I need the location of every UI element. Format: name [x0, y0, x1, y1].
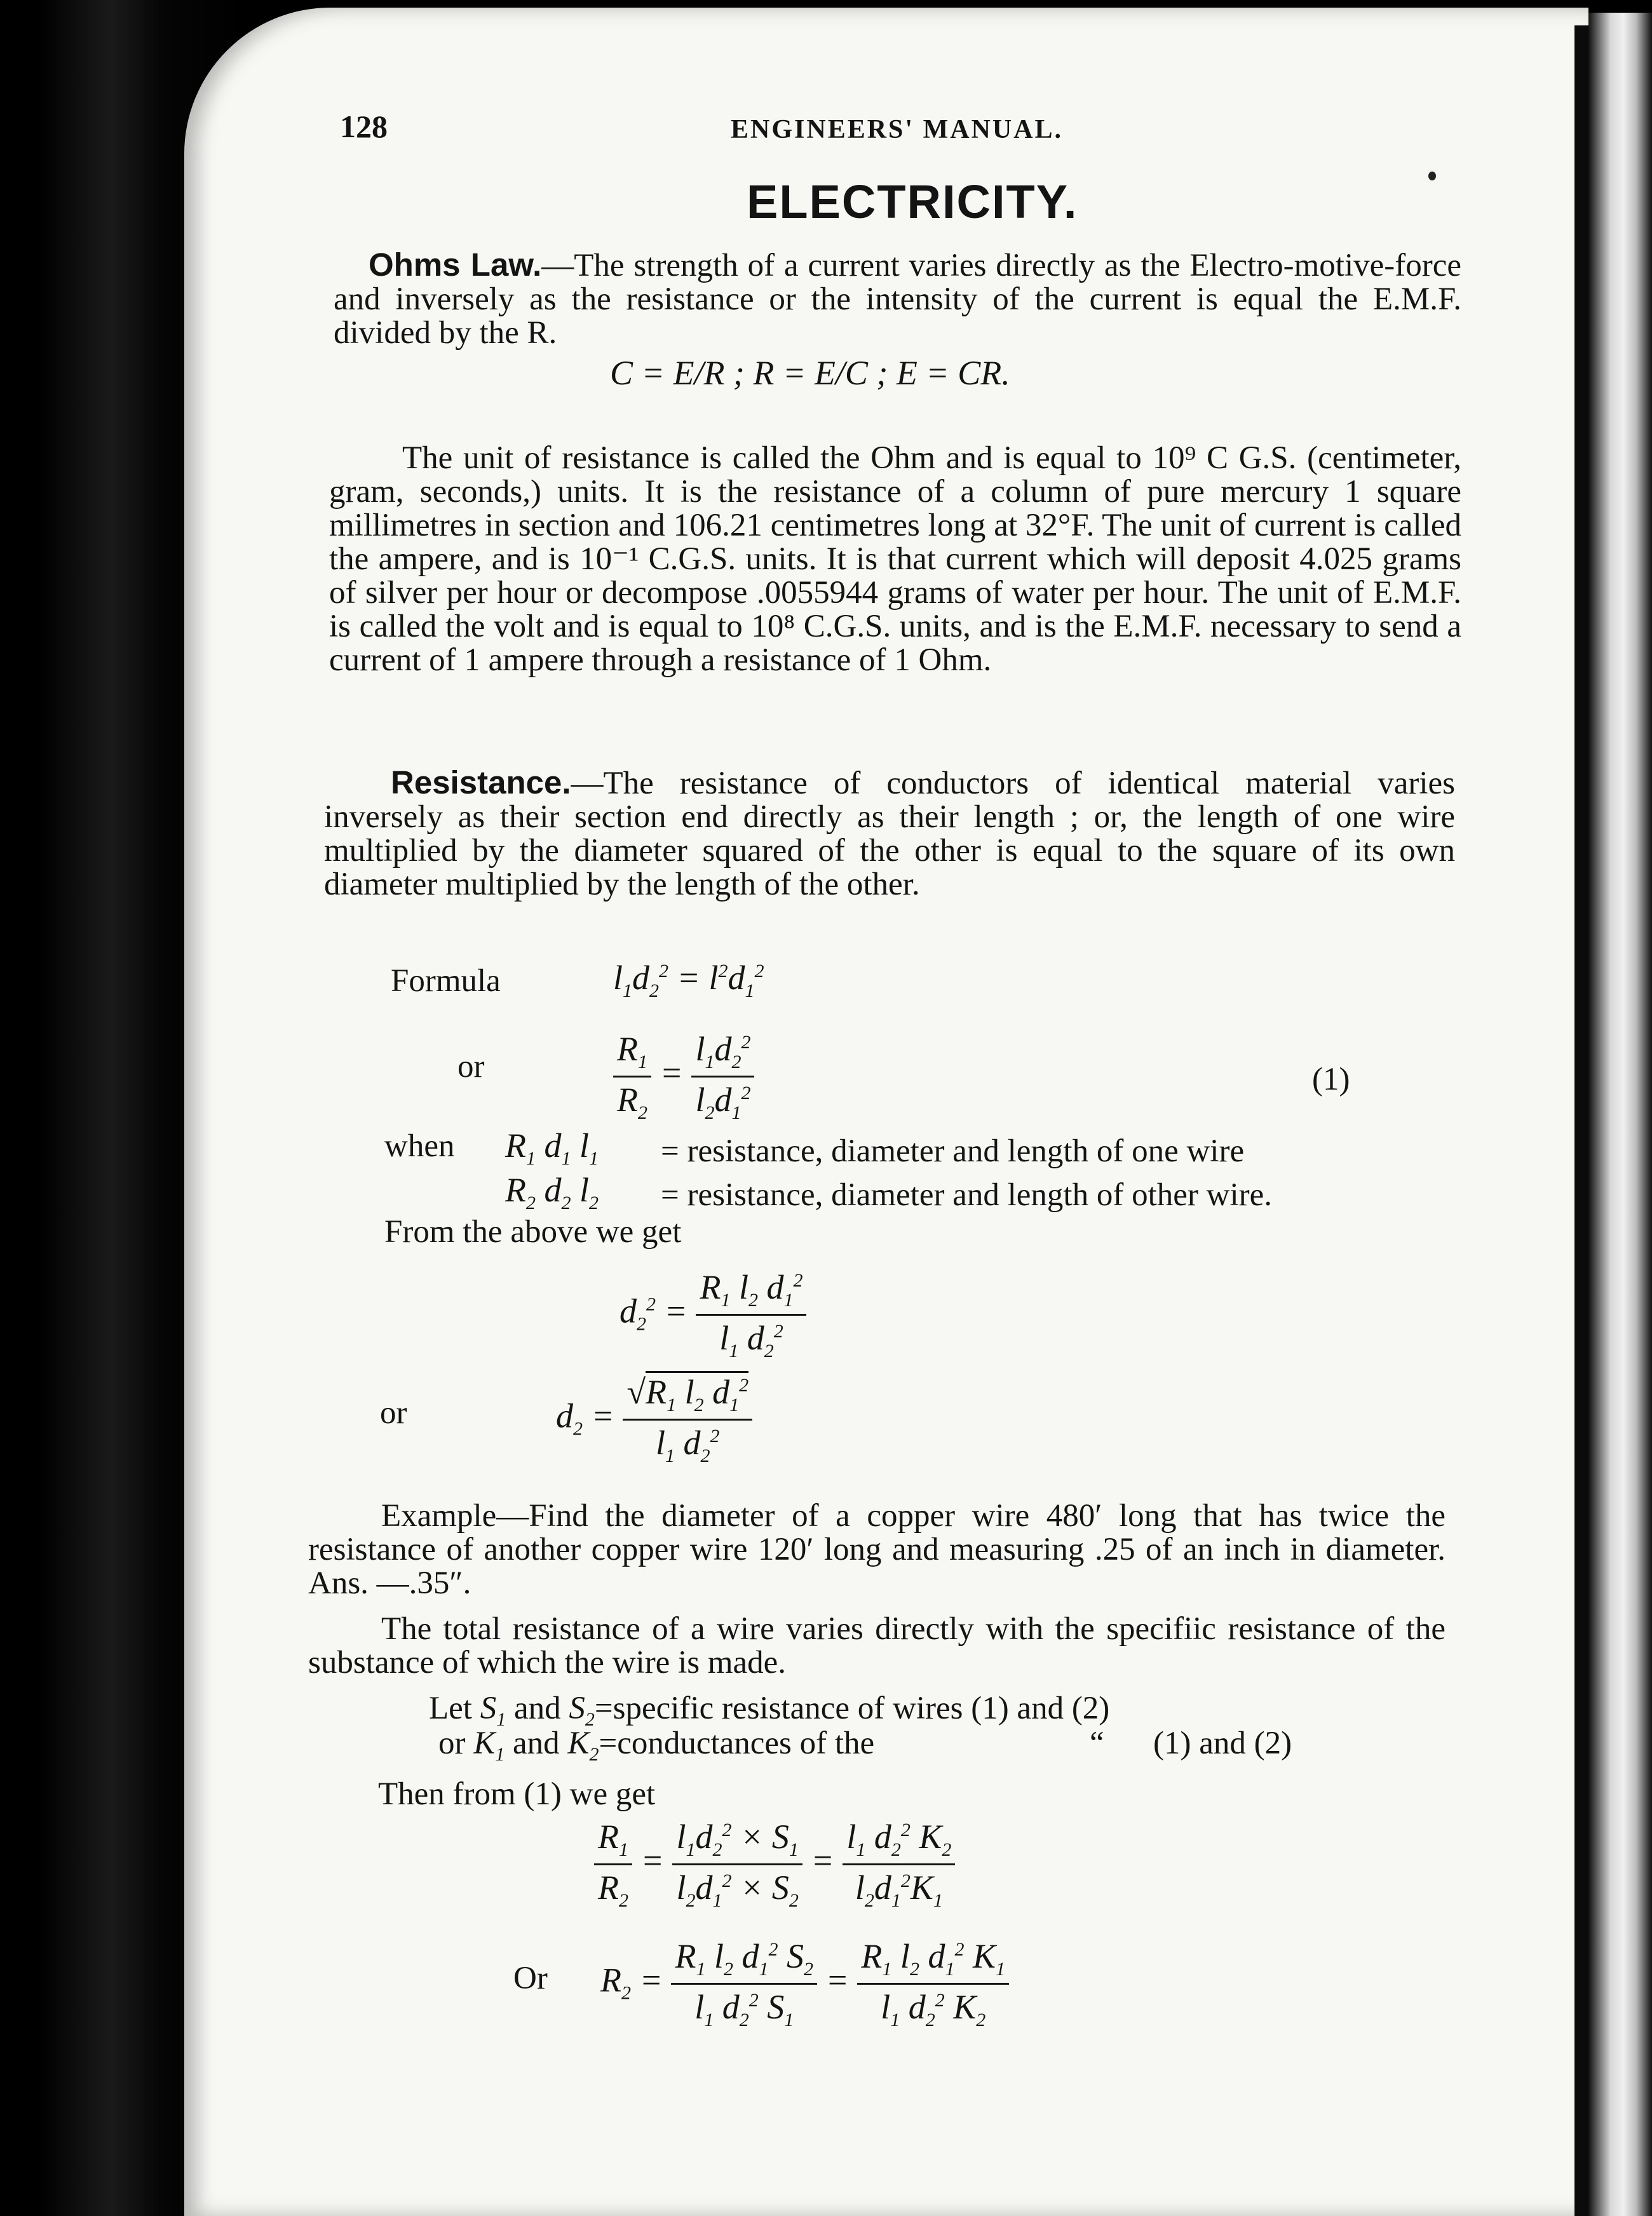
- ohms-formula-text: C = E/R ; R = E/C ; E = CR.: [610, 354, 1010, 392]
- let-word: Let: [429, 1691, 472, 1726]
- from-above-label: From the above we get: [384, 1214, 682, 1250]
- ratio-formula: $\frac{R_1}{R_2}$ = $\frac{l_1d_2^2}{l_2d_1^2}$: [613, 1029, 754, 1124]
- or-label-2: or: [380, 1395, 407, 1431]
- or-label: or: [457, 1049, 485, 1084]
- then-from-label: Then from (1) we get: [378, 1776, 656, 1812]
- and-word-2: and: [513, 1726, 560, 1761]
- or-cap-label: Or: [513, 1961, 548, 1996]
- r2-formula: $R_2$ = $\frac{R_1 l_2 d_1^2 S_2}{l_1 d_2^2 S_1}$ = $\frac{R_1 l_2 d_1^2 K_1}{l_1 d_2^2 K_2}$: [600, 1936, 1009, 2031]
- or-word: or: [438, 1726, 466, 1761]
- unit-paragraph: The unit of resistance is called the Ohm and is equal to 10⁹ C G.S. (centimeter, gram, seconds,) units. It is the resistance of a column of pure mercury 1 square millimetres in section and 106.21 centimetres long at 32°F. The unit of current is called the ampere, and is 10⁻¹ C.G.S. units. It is that current which will deposit 4.025 grams of silver per hour or decompose .0055944 grams of water per hour. The unit of E.M.F. is called the volt and is equal to 10⁸ C.G.S. units, and is the E.M.F. necessary to send a current of 1 ampere through a resistance of 1 Ohm.: [329, 440, 1461, 678]
- running-head: ENGINEERS' MANUAL.: [731, 115, 1064, 144]
- wires-1-2: (1) and (2): [971, 1691, 1110, 1726]
- let-line-2: or $K_1$ and $K_2=conductances$ of the: [438, 1726, 875, 1766]
- and-word-1: and: [513, 1691, 561, 1726]
- ink-speck: [1428, 172, 1436, 180]
- let-line-1: Let $S_1$ and $S_2=specific$ resistance of wires (1) and (2): [429, 1691, 1110, 1731]
- conductances-text: =conductances of the: [599, 1726, 875, 1761]
- ditto-mark: “: [1090, 1726, 1104, 1761]
- ohms-formula: [610, 353, 1010, 393]
- d2-squared-formula: $d_2^2$ = $\frac{R_1 l_2 d_1^2}{l_1 d_2^2}$: [620, 1267, 806, 1362]
- def1-text: = resistance, diameter and length of one wire: [661, 1133, 1245, 1169]
- resistance-lead: Resistance.: [391, 764, 571, 801]
- when-label: when: [384, 1128, 455, 1164]
- specific-resistance-text: =specific resistance of wires: [594, 1691, 963, 1726]
- page-number: 128: [340, 109, 388, 144]
- resistance-paragraph: [324, 766, 1455, 902]
- ratio-sk-formula: $\frac{R_1}{R_2}$ = $\frac{l_1d_2^2 \times S_1}{l_2d_1^2 \times S_2}$ = $\frac{l_1 d_2^2 K_2}{l_2d_1^2K_1}$: [594, 1817, 955, 1912]
- resistance-text: —The resistance of conductors of identical material varies inversely as their section end directly as their length ; or, the length of one wire multiplied by the diameter squared of the other is equal to the square of its own diameter multiplied by the length of the other.: [324, 766, 1455, 902]
- def2-text: = resistance, diameter and length of other wire.: [661, 1177, 1272, 1213]
- ohms-law-paragraph: [334, 248, 1461, 350]
- formula-label: Formula: [391, 963, 501, 999]
- d2-sqrt-formula: $d_2$ = $\frac{√R_1 l_2 d_1^2}{l_1 d_2^2}$: [556, 1372, 752, 1467]
- conductances-1-2: (1) and (2): [1153, 1726, 1292, 1761]
- specific-paragraph: The total resistance of a wire varies directly with the specifiic resistance of the substance of which the wire is made.: [308, 1611, 1446, 1680]
- section-title: ELECTRICITY.: [747, 175, 1078, 228]
- formula-expression: $l_1d_2^2 = l^2d_1^2$: [613, 959, 764, 1001]
- ohms-law-lead: Ohms Law.: [369, 247, 542, 283]
- def2-symbols: $R_2$ $d_2$ $l_2$: [505, 1171, 599, 1213]
- ohms-law-text: —The strength of a current varies directly as the Electro-motive-force and inversely as the resistance or the intensity of the current is equal the E.M.F. divided by the R.: [334, 248, 1462, 351]
- equation-number: (1): [1312, 1062, 1350, 1097]
- example-paragraph: Example—Find the diameter of a copper wire 480′ long that has twice the resistance of another copper wire 120′ long and measuring .25 of an inch in diameter. Ans. —.35″.: [308, 1498, 1446, 1601]
- def1-symbols: $R_1$ $d_1$ $l_1$: [505, 1126, 599, 1169]
